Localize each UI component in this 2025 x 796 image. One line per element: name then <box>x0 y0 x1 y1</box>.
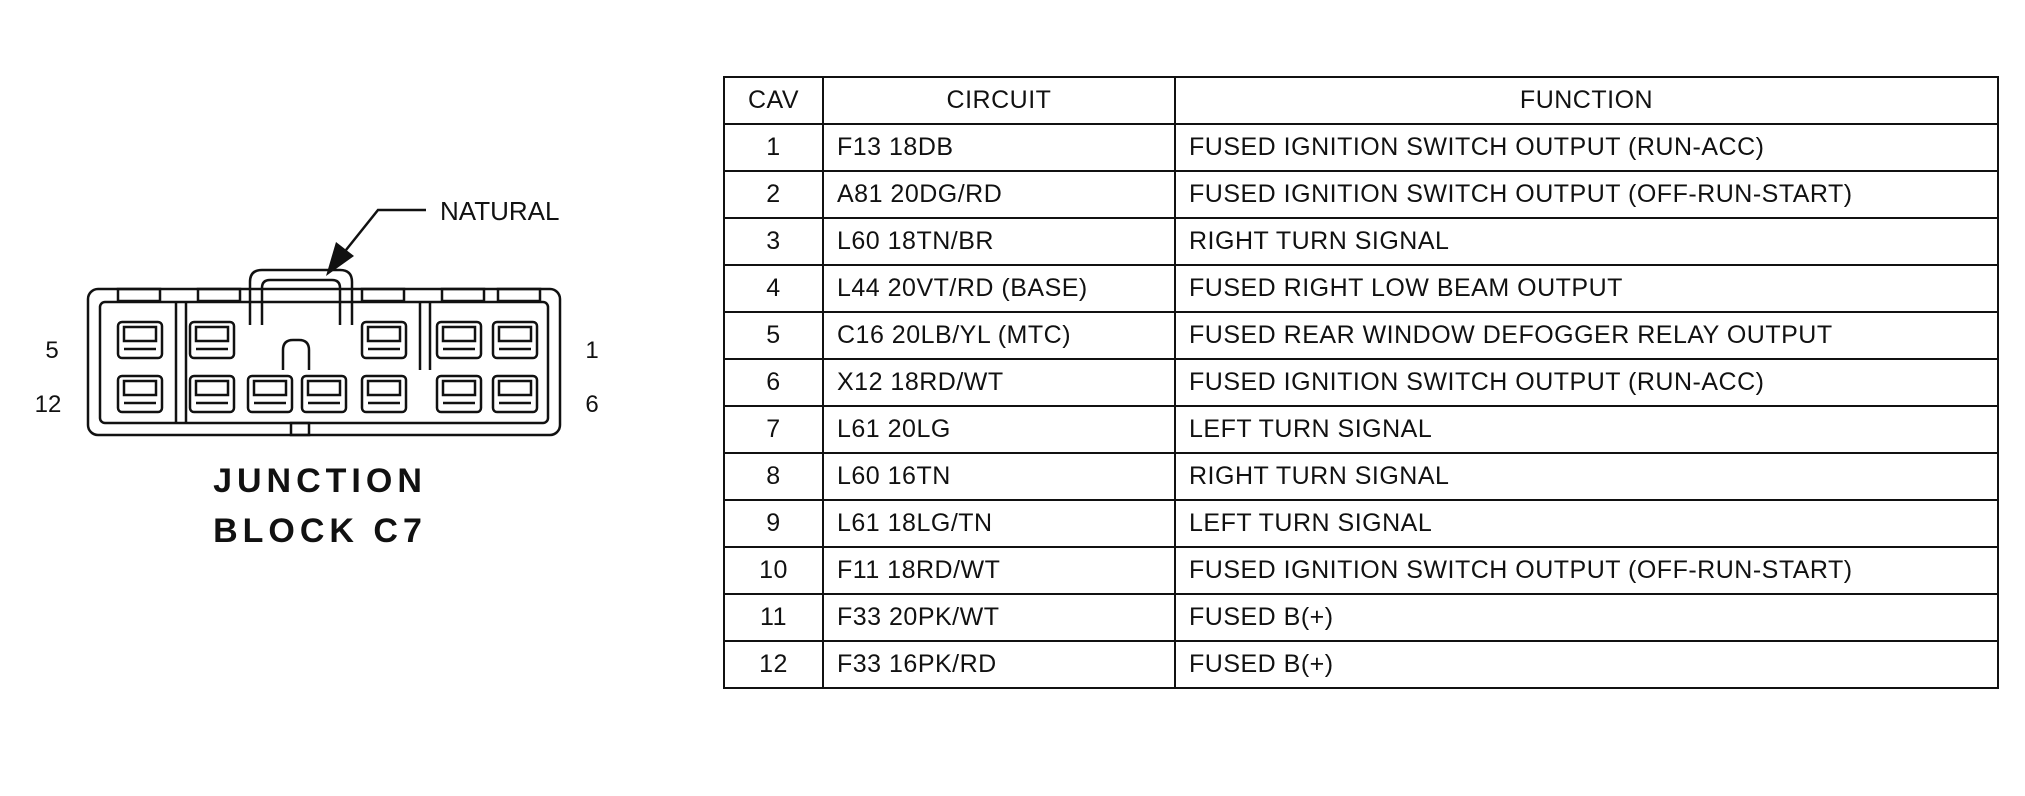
cell-function: FUSED B(+) <box>1175 594 1998 641</box>
cell-function: FUSED RIGHT LOW BEAM OUTPUT <box>1175 265 1998 312</box>
cell-circuit: L60 16TN <box>823 453 1175 500</box>
table-row <box>724 406 1998 453</box>
cell-circuit: L44 20VT/RD (BASE) <box>823 265 1175 312</box>
cell-function: RIGHT TURN SIGNAL <box>1175 453 1998 500</box>
cavity-5 <box>118 322 162 358</box>
cell-circuit: L61 18LG/TN <box>823 500 1175 547</box>
pin-label-left-top: 5 <box>45 337 59 364</box>
table-row <box>724 171 1998 218</box>
cavity-6 <box>493 376 537 412</box>
cell-cav: 11 <box>724 594 823 641</box>
cavity-10 <box>248 376 292 412</box>
cell-function: LEFT TURN SIGNAL <box>1175 500 1998 547</box>
cell-circuit: F33 16PK/RD <box>823 641 1175 688</box>
header-cav: CAV <box>724 77 823 124</box>
cell-circuit: X12 18RD/WT <box>823 359 1175 406</box>
cavity-4 <box>190 322 234 358</box>
cell-circuit: F11 18RD/WT <box>823 547 1175 594</box>
cell-function: FUSED IGNITION SWITCH OUTPUT (OFF-RUN-START) <box>1175 171 1998 218</box>
table-header-row <box>724 77 1998 124</box>
cell-function: RIGHT TURN SIGNAL <box>1175 218 1998 265</box>
cavity-3 <box>362 322 406 358</box>
cell-function: FUSED IGNITION SWITCH OUTPUT (RUN-ACC) <box>1175 359 1998 406</box>
cell-cav: 8 <box>724 453 823 500</box>
table-row <box>724 500 1998 547</box>
cell-circuit: A81 20DG/RD <box>823 171 1175 218</box>
cavity-2 <box>437 322 481 358</box>
connector-title-line2: BLOCK C7 <box>213 512 427 550</box>
cell-cav: 1 <box>724 124 823 171</box>
pinout-table <box>723 76 1999 689</box>
cell-function: FUSED IGNITION SWITCH OUTPUT (OFF-RUN-START) <box>1175 547 1998 594</box>
cell-function: FUSED REAR WINDOW DEFOGGER RELAY OUTPUT <box>1175 312 1998 359</box>
pin-label-right-bottom: 6 <box>585 391 599 418</box>
cell-cav: 3 <box>724 218 823 265</box>
cell-cav: 4 <box>724 265 823 312</box>
cell-cav: 6 <box>724 359 823 406</box>
polarization-key <box>283 340 309 370</box>
pin-label-left-bottom: 12 <box>34 391 62 418</box>
cavity-7 <box>437 376 481 412</box>
cell-cav: 2 <box>724 171 823 218</box>
table-row <box>724 547 1998 594</box>
header-circuit: CIRCUIT <box>823 77 1175 124</box>
cavity-11 <box>190 376 234 412</box>
table-row <box>724 359 1998 406</box>
header-function: FUNCTION <box>1175 77 1998 124</box>
cell-circuit: F13 18DB <box>823 124 1175 171</box>
cell-circuit: L61 20LG <box>823 406 1175 453</box>
table-row <box>724 124 1998 171</box>
cell-cav: 12 <box>724 641 823 688</box>
cell-function: FUSED B(+) <box>1175 641 1998 688</box>
callout-label: NATURAL <box>440 196 560 226</box>
cavity-1 <box>493 322 537 358</box>
cavity-8 <box>362 376 406 412</box>
table-row <box>724 594 1998 641</box>
table-row <box>724 312 1998 359</box>
cavity-12 <box>118 376 162 412</box>
connector-diagram <box>0 0 700 796</box>
cell-cav: 10 <box>724 547 823 594</box>
table-row <box>724 641 1998 688</box>
locking-latch <box>250 270 352 325</box>
table-row <box>724 265 1998 312</box>
cavity-9 <box>302 376 346 412</box>
table-row <box>724 453 1998 500</box>
connector-title-line1: JUNCTION <box>213 462 427 500</box>
cell-function: FUSED IGNITION SWITCH OUTPUT (RUN-ACC) <box>1175 124 1998 171</box>
cell-cav: 9 <box>724 500 823 547</box>
cell-cav: 5 <box>724 312 823 359</box>
cell-cav: 7 <box>724 406 823 453</box>
table-row <box>724 218 1998 265</box>
pin-label-right-top: 1 <box>585 337 599 364</box>
cell-circuit: C16 20LB/YL (MTC) <box>823 312 1175 359</box>
callout-leader <box>346 210 426 250</box>
cell-circuit: L60 18TN/BR <box>823 218 1175 265</box>
cell-circuit: F33 20PK/WT <box>823 594 1175 641</box>
cell-function: LEFT TURN SIGNAL <box>1175 406 1998 453</box>
